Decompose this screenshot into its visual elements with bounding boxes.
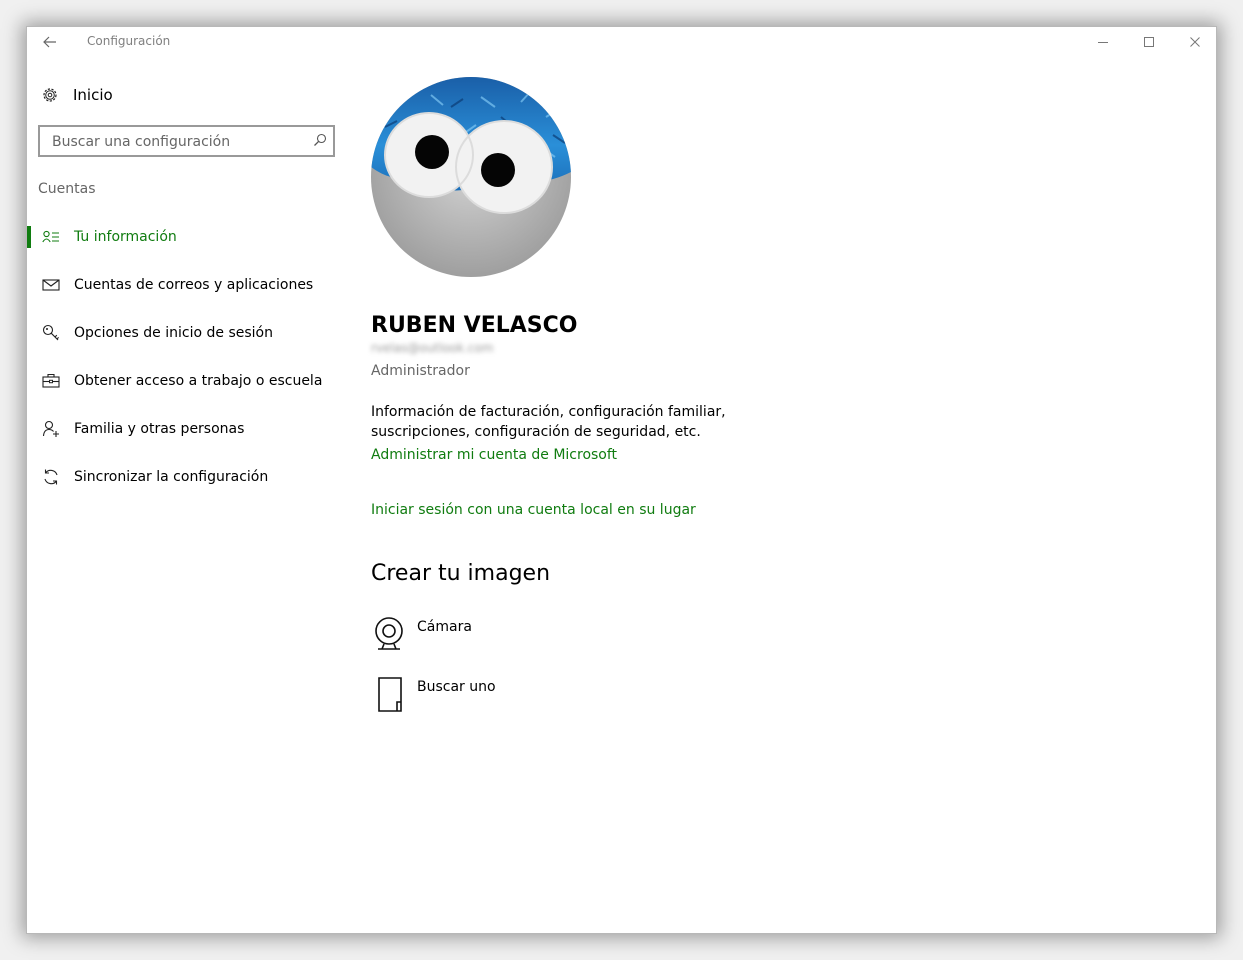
close-icon xyxy=(1189,36,1201,48)
search-icon xyxy=(313,133,327,147)
sync-icon xyxy=(42,468,60,486)
manage-microsoft-account-link[interactable]: Administrar mi cuenta de Microsoft xyxy=(371,447,618,463)
search-box[interactable] xyxy=(38,125,335,157)
avatar[interactable] xyxy=(371,77,571,277)
briefcase-icon xyxy=(42,373,60,389)
user-role: Administrador xyxy=(371,363,470,379)
key-icon xyxy=(42,324,60,342)
home-label: Inicio xyxy=(73,86,113,104)
user-info-icon xyxy=(42,230,60,244)
search-input[interactable] xyxy=(50,128,304,156)
group-label: Cuentas xyxy=(38,181,96,197)
create-image-title: Crear tu imagen xyxy=(371,561,551,586)
sidebar-item-label: Cuentas de correos y aplicaciones xyxy=(74,277,314,293)
local-account-link[interactable]: Iniciar sesión con una cuenta local en su lugar xyxy=(371,502,696,518)
close-button[interactable] xyxy=(1172,27,1217,57)
sidebar-item-tu-informacion[interactable] xyxy=(27,217,347,257)
person-add-icon xyxy=(42,420,60,438)
sidebar-item-label: Opciones de inicio de sesión xyxy=(74,325,273,341)
sidebar-item-trabajo-escuela[interactable] xyxy=(27,361,347,401)
gear-icon xyxy=(41,86,59,104)
sidebar-item-sincronizar[interactable] xyxy=(27,457,347,497)
avatar-image xyxy=(371,77,571,277)
browse-option[interactable] xyxy=(371,675,496,719)
window-title: Configuración xyxy=(87,34,171,48)
sidebar-item-familia[interactable] xyxy=(27,409,347,449)
mail-icon xyxy=(42,279,60,291)
settings-window xyxy=(26,26,1217,934)
active-indicator xyxy=(27,226,31,248)
browse-label: Buscar uno xyxy=(417,679,496,695)
maximize-button[interactable] xyxy=(1126,27,1172,57)
user-email: rvelas@outlook.com xyxy=(371,341,494,355)
title-bar xyxy=(27,27,1216,57)
sidebar-item-label: Tu información xyxy=(74,229,177,245)
camera-label: Cámara xyxy=(417,619,472,635)
back-arrow-icon xyxy=(43,36,57,48)
home-link[interactable] xyxy=(41,81,113,109)
maximize-icon xyxy=(1143,36,1155,48)
sidebar xyxy=(27,57,347,927)
account-description: Información de facturación, configuración familiar, suscripciones, configuración de seguridad, etc. xyxy=(371,404,726,440)
camera-option[interactable] xyxy=(371,615,472,659)
sidebar-item-label: Sincronizar la configuración xyxy=(74,469,269,485)
user-name: RUBEN VELASCO xyxy=(371,313,578,338)
sidebar-item-inicio-sesion[interactable] xyxy=(27,313,347,353)
camera-icon xyxy=(373,615,405,653)
browse-file-icon xyxy=(374,675,404,713)
minimize-button[interactable] xyxy=(1080,27,1126,57)
sidebar-item-label: Familia y otras personas xyxy=(74,421,245,437)
minimize-icon xyxy=(1097,36,1109,48)
sidebar-item-label: Obtener acceso a trabajo o escuela xyxy=(74,373,323,389)
sidebar-item-cuentas-correo[interactable] xyxy=(27,265,347,305)
back-button[interactable] xyxy=(39,31,61,53)
main-content xyxy=(371,57,1191,927)
